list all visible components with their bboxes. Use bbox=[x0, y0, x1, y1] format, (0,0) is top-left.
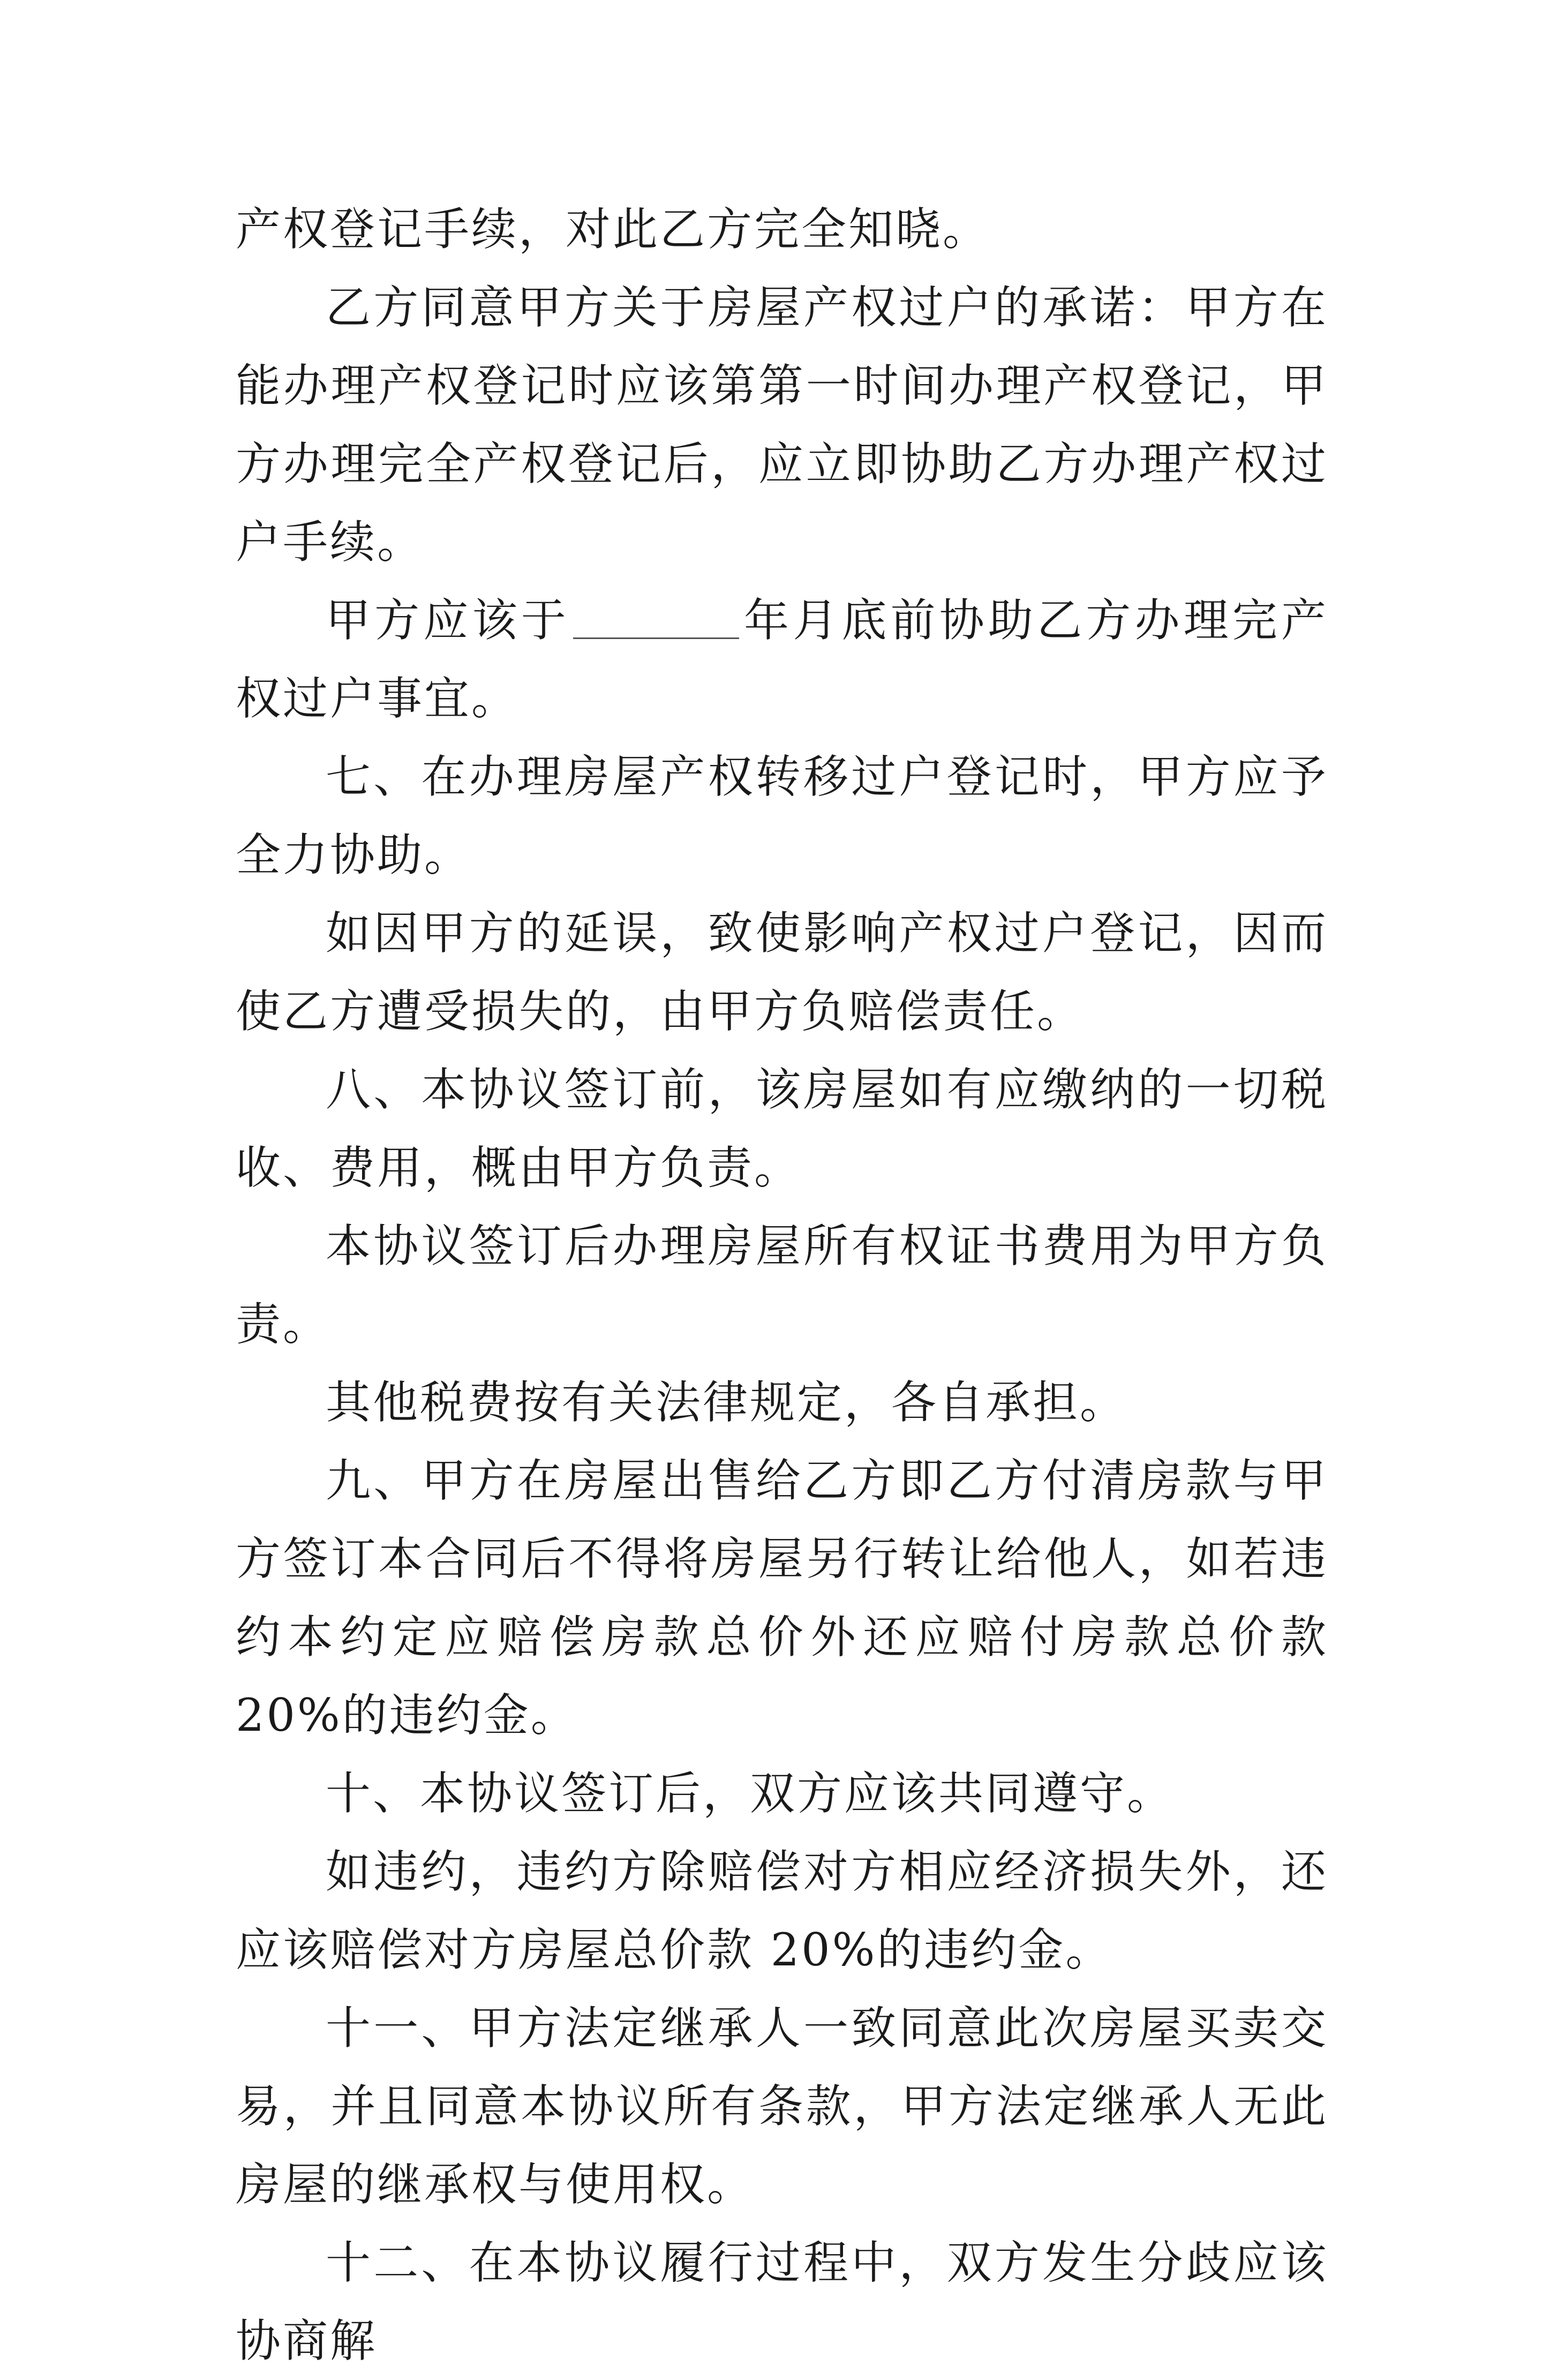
paragraph-12: 十二、在本协议履行过程中，双方发生分歧应该协商解 bbox=[236, 2236, 1328, 2367]
document-body bbox=[236, 190, 1328, 2380]
blank-underline bbox=[573, 592, 739, 639]
paragraph-2-before: 甲方应该于 bbox=[326, 594, 570, 647]
paragraph-8: 九、甲方在房屋出售给乙方即乙方付清房款与甲方签订本合同后不得将房屋另行转让给他人，如若违约本约定应赔偿房款总价外还应赔付房款总价款 20%的违约金。 bbox=[236, 1454, 1328, 1741]
paragraph-9: 十、本协议签订后，双方应该共同遵守。 bbox=[326, 1767, 1175, 1820]
paragraph-2 bbox=[236, 581, 1328, 738]
paragraph-3: 七、在办理房屋产权转移过户登记时，甲方应予全力协助。 bbox=[236, 750, 1328, 881]
paragraph-11: 十一、甲方法定继承人一致同意此次房屋买卖交易，并且同意本协议所有条款，甲方法定继承人无此房屋的继承权与使用权。 bbox=[236, 2002, 1328, 2211]
paragraph-0: 产权登记手续，对此乙方完全知晓。 bbox=[236, 203, 990, 256]
paragraph-5: 八、本协议签订前，该房屋如有应缴纳的一切税收、费用，概由甲方负责。 bbox=[236, 1063, 1328, 1194]
paragraph-7: 其他税费按有关法律规定，各自承担。 bbox=[326, 1376, 1127, 1429]
paragraph-10: 如违约，违约方除赔偿对方相应经济损失外，还应该赔偿对方房屋总价款 20%的违约金。 bbox=[236, 1845, 1328, 1976]
paragraph-2-after: 年月底前协助乙方办理完产权过户事宜。 bbox=[236, 594, 1328, 725]
paragraph-6: 本协议签订后办理房屋所有权证书费用为甲方负责。 bbox=[236, 1220, 1328, 1350]
paragraph-1: 乙方同意甲方关于房屋产权过户的承诺：甲方在能办理产权登记时应该第第一时间办理产权登记，甲方办理完全产权登记后，应立即协助乙方办理产权过户手续。 bbox=[236, 281, 1328, 568]
paragraph-4: 如因甲方的延误，致使影响产权过户登记，因而使乙方遭受损失的，由甲方负赔偿责任。 bbox=[236, 907, 1328, 1038]
